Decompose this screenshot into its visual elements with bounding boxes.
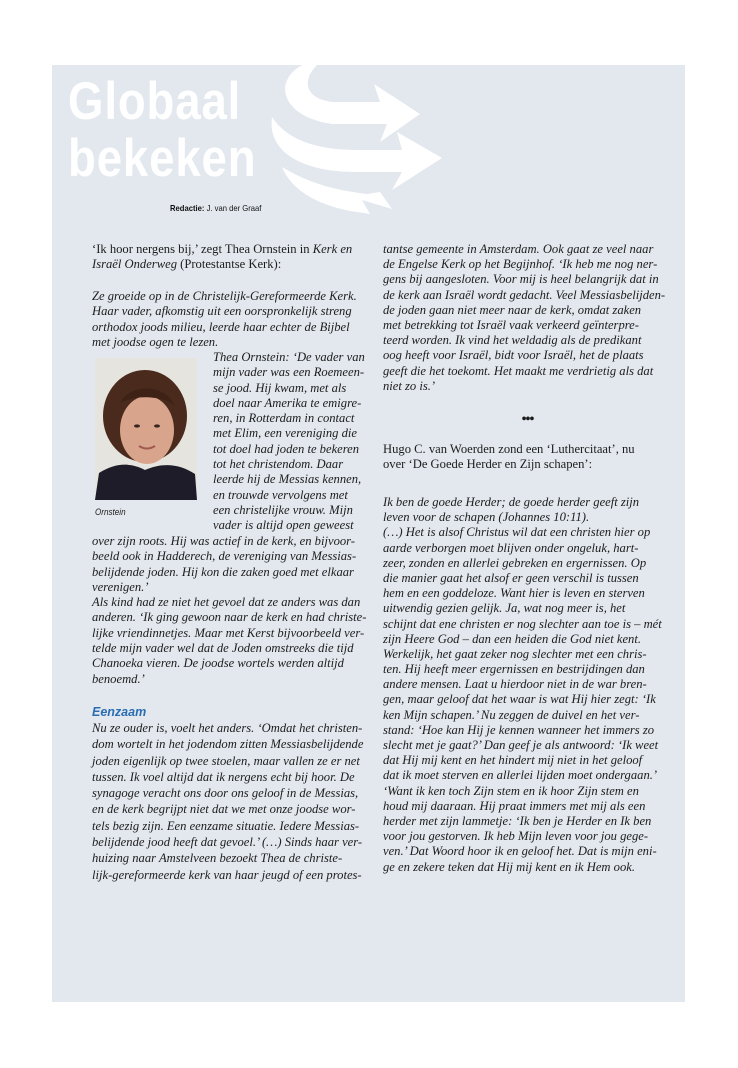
text-line: (…) Het is alsof Christus wil dat een christen hier op	[383, 525, 651, 540]
wrapped-paragraph	[213, 350, 365, 534]
text-line: tot het christendom. Daar	[213, 457, 344, 472]
text-line: een christelijke vrouw. Mijn	[213, 502, 353, 517]
text-line: mijn vader was een Roemeen-	[213, 365, 365, 380]
text-line: aarde verborgen moet blijven onder ongeluk, hart-	[383, 540, 639, 555]
text-line: belijdende joden. Hij kon die zaken goed met elkaar	[92, 564, 354, 579]
text-line: teerd worden. Ik vind het weldadig als de predikant	[383, 333, 642, 348]
text-line: Ze groeide op in de Christelijk-Gereformeerde Kerk.	[92, 289, 357, 303]
text-line: zijn Heere God – dan een heiden die God niet kent.	[383, 631, 641, 646]
section-separator: •••	[521, 412, 534, 427]
text-line: anderen. ‘Ik ging gewoon naar de kerk en had christe-	[92, 610, 367, 625]
eenzaam-paragraph	[92, 720, 363, 883]
text-line: met Elim, een vereniging die	[213, 426, 357, 441]
text-line: houd mij daaraan. Hij praat immers met mij als een	[383, 798, 646, 813]
text-line: met joodse ogen te lezen.	[92, 334, 219, 349]
subheading-eenzaam: Eenzaam	[92, 705, 147, 719]
section-title-line1: Globaal	[68, 72, 242, 131]
text-line: over ‘De Goede Herder en Zijn schapen’:	[383, 457, 593, 472]
text-line: synagoge veracht ons door ons geloof in de Messias,	[92, 786, 359, 801]
text-line: orthodox joods milieu, leerde haar echter de Bijbel	[92, 319, 350, 334]
text-line: tels bezig zijn. Een eenzame situatie. Iedere Messias-	[92, 818, 360, 833]
text-line: die manier gaat het alsof er geen verschil is tussen	[383, 570, 639, 585]
text-line: en de kerk begrijpt niet dat we met onze joodse wor-	[92, 802, 356, 817]
luther-quote	[383, 495, 662, 875]
editor-name: J. van der Graaf	[204, 203, 262, 213]
text-line: belijdende jood heeft dat gevoel.’ (…) Sinds haar ver-	[92, 835, 363, 850]
text-line: Hugo C. van Woerden zond een ‘Luthercitaat’, nu	[383, 442, 635, 456]
text-line: over zijn roots. Hij was actief in de kerk, en bijvoor-	[92, 534, 356, 548]
text-line: doel naar Amerika te emigre-	[213, 395, 362, 410]
text-line: ken Mijn schapen.’ Nu zeggen de duivel en het ver-	[383, 707, 640, 722]
text-line: geeft die het toekomt. Het maakt me verdrietig als dat	[383, 363, 654, 378]
text-line: de joden gaan niet meer naar de kerk, omdat zaken	[383, 302, 642, 317]
text-line: leerde hij de Messias kennen,	[213, 472, 362, 487]
text-line: ge en zekere teken dat Hij mij kent en ik Hem ook.	[383, 859, 636, 874]
text-line: tantse gemeente in Amsterdam. Ook gaat ze veel naar	[383, 242, 654, 256]
text-line: de Engelse Kerk op het Begijnhof. ‘Ik heb me nog ner-	[383, 257, 658, 272]
text-line: dat Hij mij kent en het hindert mij niet in het geloof	[383, 753, 643, 768]
text-line: dom wortelt in het jodendom zitten Messiasbelijdende	[92, 737, 364, 752]
text-line: dat ik moet sterven en allerlei lijden moet ondergaan.’	[383, 768, 658, 783]
intro-text: ‘Ik hoor nergens bij,’ zegt Thea Ornstein in	[92, 242, 313, 256]
lead-paragraph	[92, 289, 357, 350]
body-paragraph	[92, 534, 366, 687]
text-line: tot doel had joden te bekeren	[213, 441, 360, 456]
text-line: herder met zijn lammetje: ‘Ik ben je Herder en Ik ben	[383, 813, 652, 828]
text-line: met betrekking tot Israël vaak verkeerd geïnterpre-	[383, 317, 639, 332]
text-line: uitwendig gezien gelijk. Ja, wat nog meer is, het	[383, 601, 626, 616]
text-line: ten. Hij heeft meer ergernissen en bestrijdingen dan	[383, 662, 645, 677]
text-line: voor jou gestorven. Ik heb Mijn leven voor jou gege-	[383, 829, 649, 844]
text-line: se jood. Hij kwam, met als	[213, 380, 347, 395]
text-line: leven voor de schapen (Johannes 10:11).	[383, 510, 590, 525]
text-line: stand: ‘Hoe kan Hij je kennen wanneer het immers zo	[383, 722, 655, 737]
text-line: Als kind had ze niet het gevoel dat ze anders was dan	[92, 595, 361, 610]
continued-paragraph	[383, 242, 665, 394]
text-line: oog heeft voor Israël, bidt voor Israël, het de plaats	[383, 348, 644, 363]
editor-label: Redactie:	[170, 203, 205, 213]
text-line: de kerk aan Israël wordt gedacht. Veel Messiasbelijden-	[383, 287, 666, 302]
text-line: hem en een goddeloze. Want hier is leven en sterven	[383, 586, 645, 601]
text-line: en trouwde vervolgens met	[213, 487, 348, 502]
publication-title: Kerk en	[312, 242, 353, 256]
text-line: verenigen.’	[92, 579, 149, 594]
text-line: ven.’ Dat Woord hoor ik en geloof het. Dat is mijn eni-	[383, 844, 657, 859]
text-line: slecht met je gaat?’ Dan geef je als antwoord: ‘Ik weet	[383, 738, 659, 752]
editor-credit	[170, 203, 261, 213]
text-line: gens bij aangesloten. Voor mij is heel belangrijk dat in	[383, 272, 659, 287]
text-line: huizing naar Amstelveen bezoekt Thea de christe-	[92, 851, 343, 866]
hugo-intro	[383, 442, 635, 472]
text-line: zeer, zonden en allerlei gebreken en ergernissen. Op	[383, 555, 647, 570]
globe-arrows-icon	[262, 62, 447, 217]
section-title-line2: bekeken	[68, 129, 257, 188]
publication-title: Israël Onderweg	[92, 257, 177, 272]
portrait-photo	[95, 358, 197, 500]
text-line: Haar vader, afkomstig uit een oorspronkelijk streng	[92, 304, 352, 319]
text-line: joden eigenlijk op twee stoelen, maar vallen ze er net	[92, 753, 360, 768]
text-line: schijnt dat ene christen er nog slechter aan toe is – mét	[383, 616, 662, 631]
intro-text: (Protestantse Kerk):	[177, 257, 282, 272]
text-line: Ik ben de goede Herder; de goede herder geeft zijn	[383, 495, 640, 509]
text-line: Werkelijk, het gaat zeker nog slechter met een chris-	[383, 646, 647, 661]
text-line: vader is altijd open geweest	[213, 518, 354, 533]
text-line: beeld ook in Hadderech, de vereniging van Messias-	[92, 549, 357, 564]
text-line: andere mensen. Laat u hierdoor niet in de war bren-	[383, 677, 647, 692]
text-line: lijke vriendinnetjes. Maar met Kerst bijvoorbeeld ver-	[92, 625, 365, 640]
text-line: ren, in Rotterdam in contact	[213, 411, 355, 426]
text-line: tussen. Ik voel altijd dat ik nergens echt bij hoor. De	[92, 769, 355, 784]
text-line: Thea Ornstein: ‘De vader van	[213, 350, 365, 364]
text-line: ‘Want ik ken toch Zijn stem en ik hoor Zijn stem en	[383, 783, 639, 798]
text-line: telde mijn vader wel dat de Joden omstreeks die tijd	[92, 641, 354, 656]
text-line: Chanoeka vieren. De joodse wortels werden altijd	[92, 656, 344, 671]
text-line: gen, maar geloof dat het waar is wat Hij hier zegt: ‘Ik	[383, 692, 656, 707]
text-line: benoemd.’	[92, 671, 145, 686]
text-line: lijk-gereformeerde kerk van haar jeugd of een protes-	[92, 867, 362, 882]
photo-caption: Ornstein	[95, 507, 126, 517]
text-line: niet zo is.’	[383, 378, 436, 393]
intro-paragraph	[92, 242, 352, 273]
text-line: Nu ze ouder is, voelt het anders. ‘Omdat het christen-	[92, 721, 363, 735]
